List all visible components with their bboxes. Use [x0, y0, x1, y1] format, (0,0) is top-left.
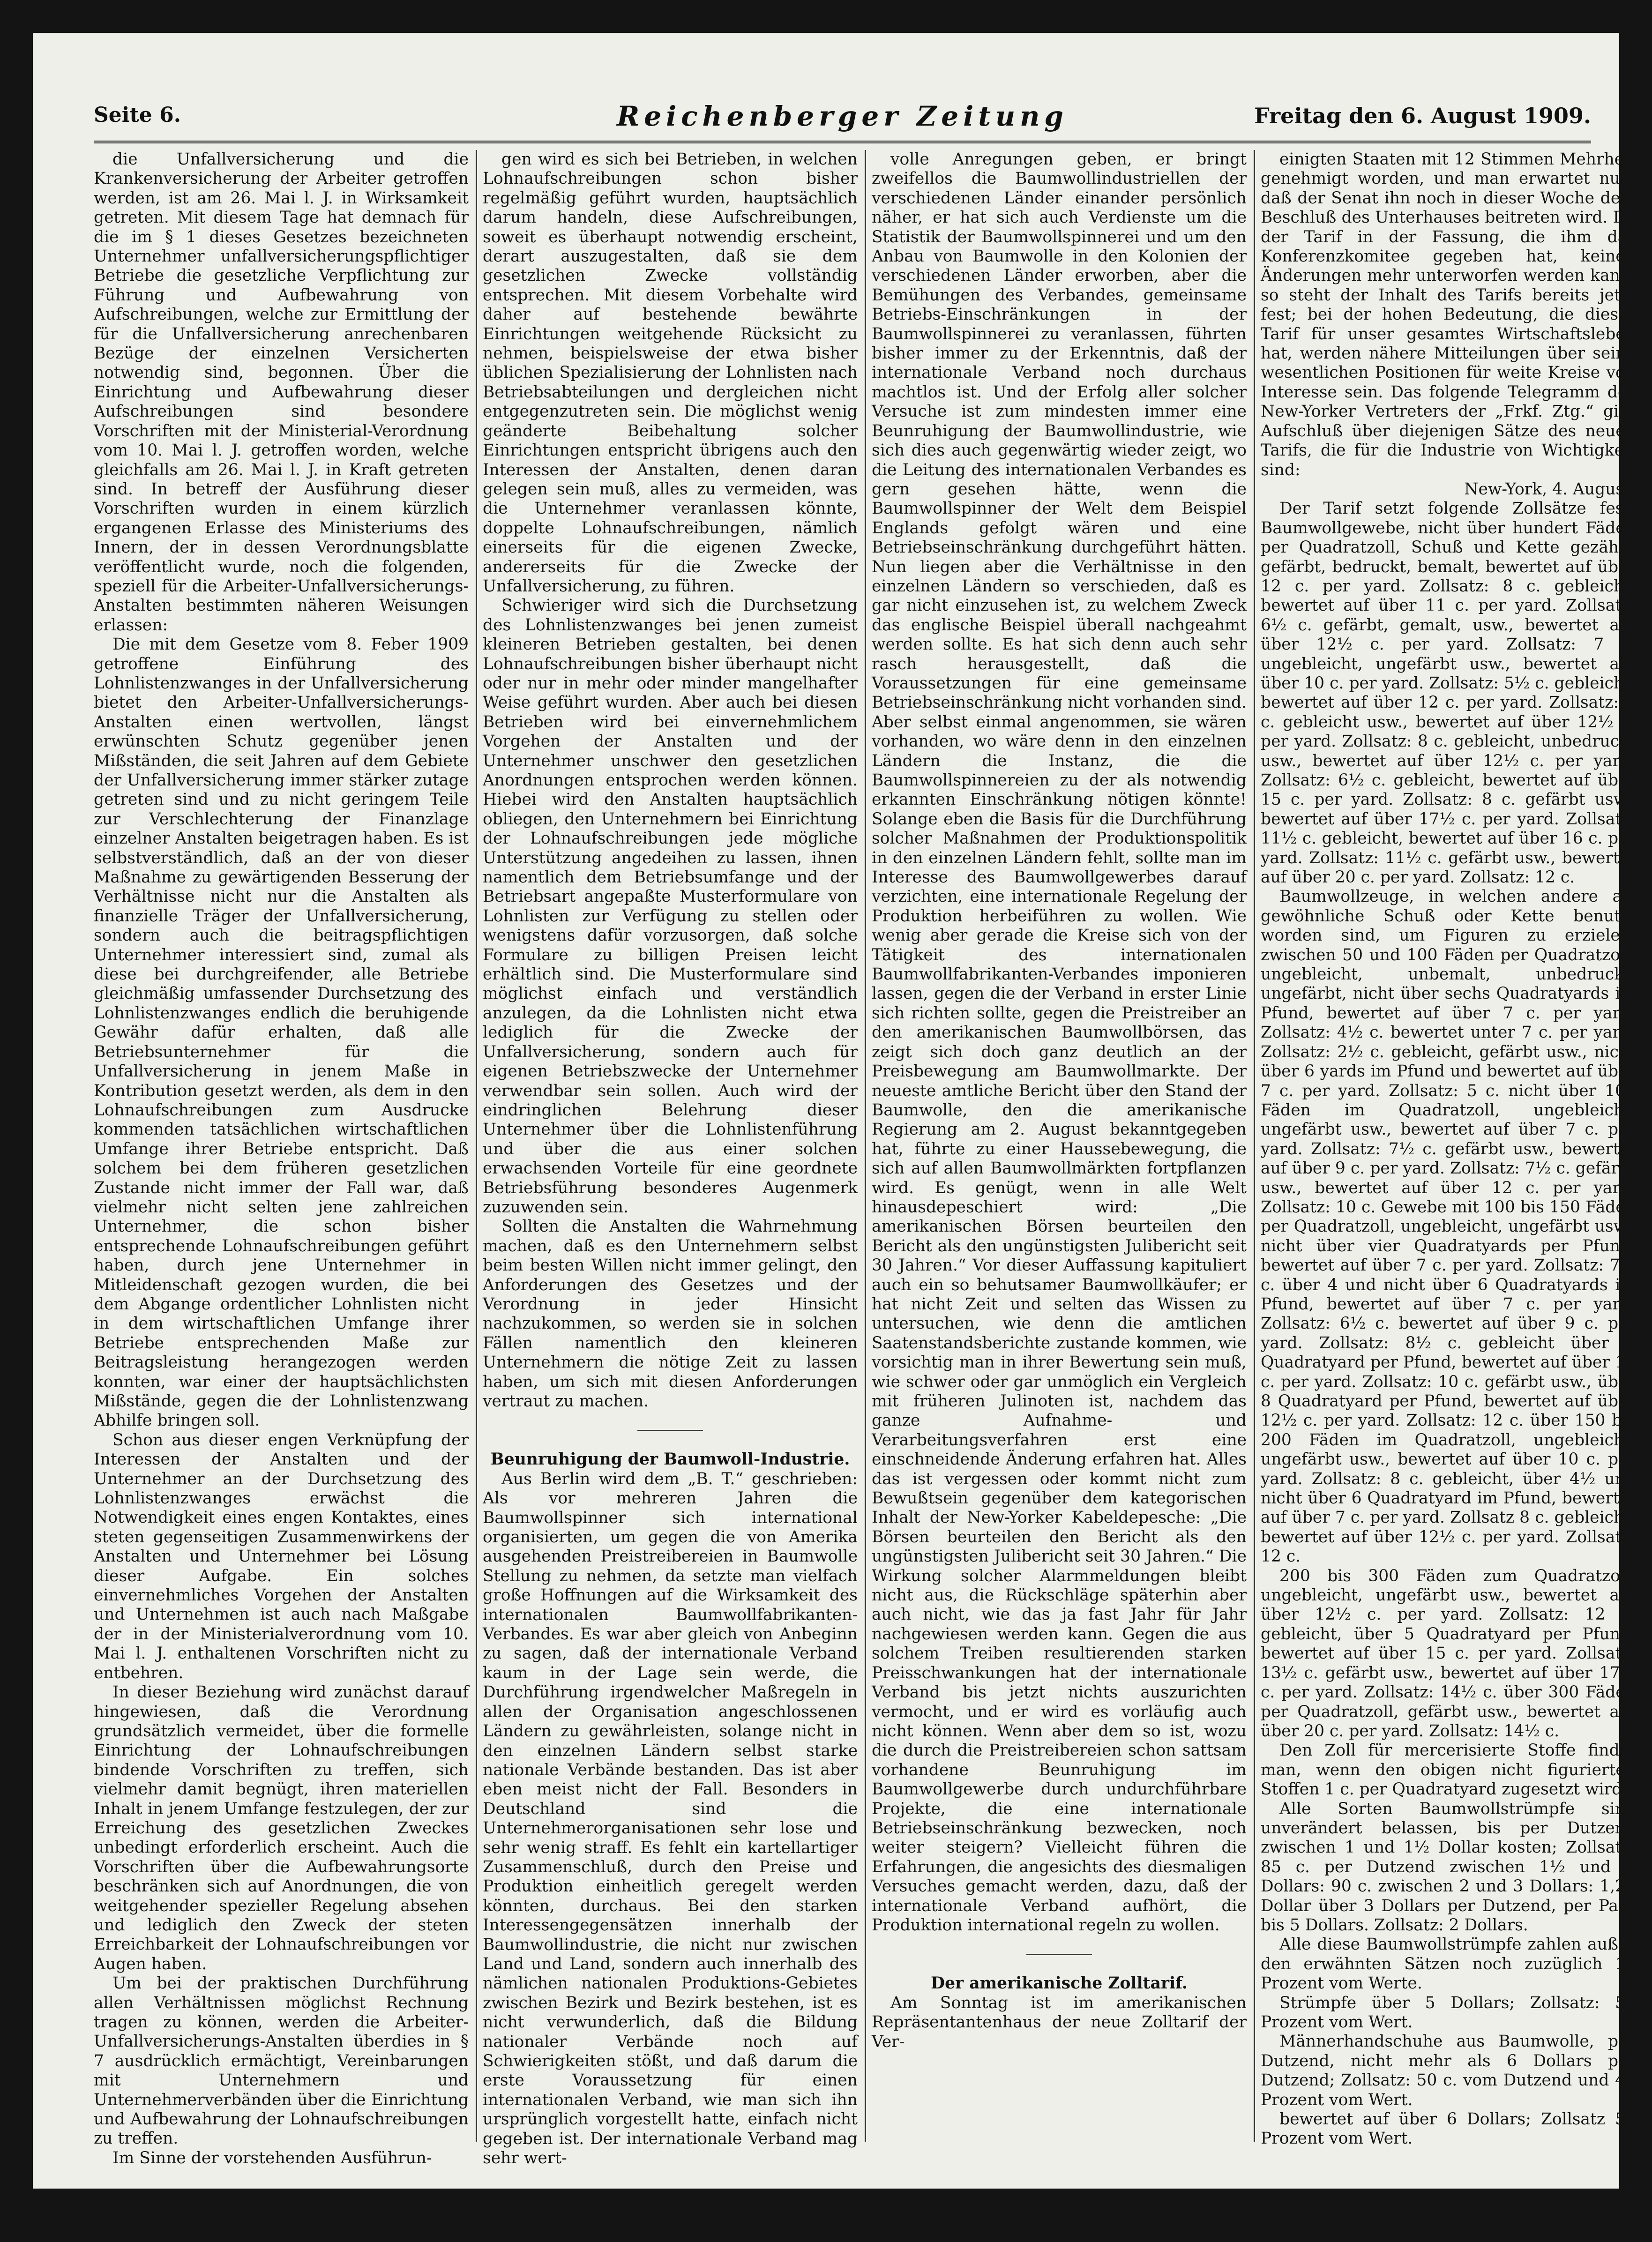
column-4 [1261, 150, 1636, 2148]
paragraph: Schon aus dieser engen Verknüpfung der Interessen der Anstalten und der Unternehmer an der Durchsetzung des Lohnlistenzwanges erwächst die Notwendigkeit eines engen Kontaktes, eines steten gegenseitigen Zusammenwirkens der Anstalten und Unternehmer bei Lösung dieser Aufgabe. Ein solches einvernehmliches Vorgehen der Anstalten und Unternehmen ist auch nach Maßgabe der in der Ministerialverordnung vom 10. Mai l. J. enthaltenen Vorschriften nicht zu entbehren. [94, 1430, 469, 1682]
paragraph: Schwieriger wird sich die Durchsetzung des Lohnlistenzwanges bei jenen zumeist kleineren Betrieben gestalten, bei denen Lohnaufschreibungen bisher überhaupt nicht oder nur in mehr oder minder mangelhafter Weise geführt wurden. Aber auch bei diesen Betrieben wird bei einvernehmlichem Vorgehen der Anstalten und der Unternehmer unschwer den gesetzlichen Anordnungen entsprochen werden können. Hiebei wird den Anstalten hauptsächlich obliegen, den Unternehmern bei Einrichtung der Lohnaufschreibungen jede mögliche Unterstützung angedeihen zu lassen, ihnen namentlich dem Betriebsumfange und der Betriebsart angepaßte Musterformulare von Lohnlisten zur Verfügung zu stellen oder wenigstens dafür vorzusorgen, daß solche Formulare zu billigen Preisen leicht erhältlich sind. Die Musterformulare sind möglichst einfach und verständlich anzulegen, da die Lohnlisten nicht etwa lediglich für die Zwecke der Unfallversicherung, sondern auch für eigenen Betriebszwecke der Unternehmer verwendbar sein sollen. Auch wird der eindringlichen Belehrung dieser Unternehmer über die Lohnlistenführung und über die aus einer solchen erwachsenden Vorteile für eine geordnete Betriebsführung besonderes Augenmerk zuzuwenden sein. [483, 596, 858, 1217]
column-rule [865, 150, 866, 2142]
section-divider [637, 1430, 703, 1431]
paragraph: Männerhandschuhe aus Baumwolle, per Dutzend, nicht mehr als 6 Dollars per Dutzend; Zollsatz: 50 c. vom Dutzend und 45 Prozent vom Wert. [1261, 2032, 1636, 2109]
paragraph: Den Zoll für mercerisierte Stoffe findet man, wenn den obigen nicht figurierten Stoffen 1 c. per Quadratyard zugesetzt wird. [1261, 1741, 1636, 1799]
column-1 [94, 150, 469, 2167]
section-title: Der amerikanische Zolltarif. [931, 1974, 1188, 1993]
paragraph: 200 bis 300 Fäden zum Quadratzoll, ungebleicht, ungefärbt usw., bewertet auf über 12½ c. per yard. Zollsatz: 12 c. gebleicht, über 5 Quadratyard per Pfund, bewertet auf über 15 c. per yard. Zollsatz: 13½ c. gefärbt usw., bewertet auf über 17½ c. per yard. Zollsatz: 14½ c. über 300 Fäden per Quadratzoll, gefärbt usw., bewertet auf über 20 c. per yard. Zollsatz: 14½ c. [1261, 1566, 1636, 1741]
paragraph: Baumwollzeuge, in welchen andere als gewöhnliche Schuß oder Kette benutzt worden sind, um Figuren zu erzielen, zwischen 50 und 100 Fäden per Quadratzoll, ungebleicht, unbemalt, unbedruckt, ungefärbt, nicht über sechs Quadratyards im Pfund, bewertet auf über 7 c. per yard. Zollsatz: 4½ c. bewertet unter 7 c. per yard. Zollsatz: 2½ c. gebleicht, gefärbt usw., nicht über 6 yards im Pfund und bewertet auf über 7 c. per yard. Zollsatz: 5 c. nicht über 100 Fäden im Quadratzoll, ungebleicht, ungefärbt usw., bewertet auf über 7 c. per yard. Zollsatz: 7½ c. gefärbt usw., bewertet auf über 9 c. per yard. Zollsatz: 7½ c. gefärbt usw., bewertet auf über 12 c. per yard. Zollsatz: 10 c. Gewebe mit 100 bis 150 Fäden per Quadratzoll, ungebleicht, ungefärbt usw., nicht über vier Quadratyards per Pfund, bewertet auf über 7 c. per yard. Zollsatz: 7½ c. über 4 und nicht über 6 Quadratyards im Pfund, bewertet auf über 7 c. per yard. Zollsatz: 6½ c. bewertet auf über 9 c. per yard. Zollsatz: 8½ c. gebleicht über 8 Quadratyard per Pfund, bewertet auf über 11 c. per yard. Zollsatz: 10 c. gefärbt usw., über 8 Quadratyard per Pfund, bewertet auf über 12½ c. per yard. Zollsatz: 12 c. über 150 bis 200 Fäden im Quadratzoll, ungebleicht, ungefärbt usw., bewertet auf über 10 c. per yard. Zollsatz: 8 c. gebleicht, über 4½ und nicht über 6 Quadratyard im Pfund, bewertet auf über 7 c. per yard. Zollsatz 8 c. gebleicht, bewertet auf über 12½ c. per yard. Zollsatz: 12 c. [1261, 887, 1636, 1566]
issue-date: Freitag den 6. August 1909. [1254, 103, 1591, 128]
column-rule [476, 150, 477, 2142]
page-number: Seite 6. [94, 103, 181, 127]
column-2 [483, 150, 858, 2168]
masthead: Reichenberger Zeitung [617, 100, 1068, 132]
section-title: Beunruhigung der Baumwoll-Industrie. [490, 1450, 850, 1469]
page-header [94, 84, 1591, 143]
column-3 [872, 150, 1247, 2142]
paragraph: Die mit dem Gesetze vom 8. Feber 1909 getroffene Einführung des Lohnlistenzwanges in der Unfallversicherung bietet den Arbeiter-Unfallversicherungs-Anstalten einen wertvollen, längst erwünschten Schutz gegenüber jenen Mißständen, die seit Jahren auf dem Gebiete der Unfallversicherung immer stärker zutage getreten sind und zu nicht geringem Teile zur Verschlechterung der Finanzlage einzelner Anstalten beigetragen haben. Es ist selbstverständlich, daß an der von dieser Maßnahme zu gewärtigenden Besserung der Verhältnisse nicht nur die Anstalten als finanzielle Träger der Unfallversicherung, sondern auch die beitragspflichtigen Unternehmer interessiert sind, zumal als diese bei durchgreifender, alle Betriebe gleichmäßig umfassender Durchsetzung des Lohnlistenzwanges endlich die beruhigende Gewähr dafür erhalten, daß alle Betriebsunternehmer für die Unfallversicherung in jenem Maße in Kontribution gesetzt werden, als dem in den Lohnaufschreibungen zum Ausdrucke kommenden tatsächlichen wirtschaftlichen Umfange ihrer Betriebe entspricht. Daß solchem bei dem früheren gesetzlichen Zustande nicht immer der Fall war, daß vielmehr nicht selten jene zahlreichen Unternehmer, die schon bisher entsprechende Lohnaufschreibungen geführt haben, durch jene Unternehmer in Mitleidenschaft gezogen wurden, die bei dem Abgange ordentlicher Lohnlisten nicht in dem wirtschaftlichen Umfange ihrer Betriebe entsprechenden Maße zur Beitragsleistung herangezogen werden konnten, war einer der hauptsächlichsten Mißstände, gegen die der Lohnlistenzwang Abhilfe bringen soll. [94, 635, 469, 1430]
section-divider [1026, 1954, 1092, 1955]
dateline: New-York, 4. August. [1464, 479, 1636, 499]
paragraph: bewertet auf über 6 Dollars; Zollsatz 50 Prozent vom Wert. [1261, 2110, 1636, 2148]
paragraph: einigten Staaten mit 12 Stimmen Mehrheit genehmigt worden, und man erwartet nun, daß der Senat ihn noch in dieser Woche dem Beschluß des Unterhauses beitreten wird. Da der Tarif in der Fassung, die ihm das Konferenzkomitee gegeben hat, keinen Änderungen mehr unterworfen werden kann, so steht der Inhalt des Tarifs bereits jetzt fest; bei der hohen Bedeutung, die dieser Tarif für unser gesamtes Wirtschaftsleben hat, werden nähere Mitteilungen über seine wesentlichen Positionen für weite Kreise von Interesse sein. Das folgende Telegramm des New-Yorker Vertreters der „Frkf. Ztg.“ gibt Aufschluß über diejenigen Sätze des neuen Tarifs, die für die Industrie von Wichtigkeit sind: [1261, 150, 1636, 479]
paragraph: Im Sinne der vorstehenden Ausführun- [112, 2148, 432, 2167]
paragraph: gen wird es sich bei Betrieben, in welchen Lohnaufschreibungen schon bisher regelmäßig geführt wurden, hauptsächlich darum handeln, diese Aufschreibungen, soweit es überhaupt notwendig erscheint, derart auszugestalten, daß sie dem gesetzlichen Zwecke vollständig entsprechen. Mit diesem Vorbehalte wird daher auf bestehende bewährte Einrichtungen weitgehende Rücksicht zu nehmen, beispielsweise der etwa bisher üblichen Spezialisierung der Lohnlisten nach Betriebsabteilungen und dergleichen nicht entgegenzutreten sein. Die möglichst wenig geänderte Beibehaltung solcher Einrichtungen entspricht übrigens auch den Interessen der Anstalten, denen daran gelegen sein muß, alles zu vermeiden, was die Unternehmer veranlassen könnte, doppelte Lohnaufschreibungen, nämlich einerseits für die eigenen Zwecke, andererseits für die Zwecke der Unfallversicherung, zu führen. [483, 150, 858, 596]
paragraph: Aus Berlin wird dem „B. T.“ geschrieben: Als vor mehreren Jahren die Baumwollspinner sich international organisierten, um gegen die von Amerika ausgehenden Preistreibereien in Baumwolle Stellung zu nehmen, da setzte man vielfach große Hoffnungen auf die Wirksamkeit des internationalen Baumwollfabrikanten-Verbandes. Es war aber gleich von Anbeginn zu sagen, daß der internationale Verband kaum in der Lage sein werde, die Durchführung irgendwelcher Maßregeln in allen der Organisation angeschlossenen Ländern zu gewährleisten, solange nicht in den einzelnen Ländern selbst starke nationale Verbände bestanden. Das ist aber eben meist nicht der Fall. Besonders in Deutschland sind die Unternehmerorganisationen sehr lose und sehr wenig straff. Es fehlt ein kartellartiger Zusammenschluß, durch den Preise und Produktion einheitlich geregelt werden könnten, durchaus. Bei den starken Interessengegensätzen innerhalb der Baumwollindustrie, die nicht nur zwischen Land und Land, sondern auch innerhalb des nämlichen nationalen Produktions-Gebietes zwischen Bezirk und Bezirk bestehen, ist es nicht verwunderlich, daß die Bildung nationaler Verbände noch auf Schwierigkeiten stößt, und daß darum die erste Voraussetzung für einen internationalen Verband, wie man sich ihn ursprünglich vorgestellt hatte, einfach nicht gegeben ist. Der internationale Verband mag sehr wert- [483, 1469, 858, 2168]
paragraph: volle Anregungen geben, er bringt zweifellos die Baumwollindustriellen der verschiedenen Länder einander persönlich näher, er hat sich auch Verdienste um die Statistik der Baumwollspinnerei und um den Anbau von Baumwolle in den Kolonien der verschiedenen Länder erworben, aber die Bemühungen des Verbandes, gemeinsame Betriebs-Einschränkungen in der Baumwollspinnerei zu veranlassen, führten bisher immer zu der Erkenntnis, daß der internationale Verband noch durchaus machtlos ist. Und der Erfolg aller solcher Versuche ist zum mindesten immer eine Beunruhigung der Baumwollindustrie, wie sich dies auch gegenwärtig wieder zeigt, wo die Leitung des internationalen Verbandes es gern gesehen hätte, wenn die Baumwollspinner der Welt dem Beispiel Englands gefolgt wären und eine Betriebseinschränkung durchgeführt hätten. Nun liegen aber die Verhältnisse in den einzelnen Ländern so verschieden, daß es gar nicht einzusehen ist, zu welchem Zweck das englische Beispiel überall nachgeahmt werden sollte. Es hat sich denn auch sehr rasch herausgestellt, daß die Voraussetzungen für eine gemeinsame Betriebseinschränkung nicht vorhanden sind. Aber selbst einmal angenommen, sie wären vorhanden, wo wäre denn in den einzelnen Ländern die Instanz, die die Baumwollspinnereien zu der als notwendig erkannten Einschränkung nötigen könnte! Solange eben die Basis für die Durchführung solcher Maßnahmen der Produktionspolitik in den einzelnen Ländern fehlt, sollte man im Interesse des Baumwollgewerbes darauf verzichten, eine internationale Regelung der Produktion herbeiführen zu wollen. Wie wenig aber gerade die Kreise sich von der Tätigkeit des internationalen Baumwollfabrikanten-Verbandes imponieren lassen, gegen die der Verband in erster Linie sich richten sollte, gegen die Preistreiber an den amerikanischen Baumwollbörsen, das zeigt sich doch ganz deutlich an der Preisbewegung am Baumwollmarkte. Der neueste amtliche Bericht über den Stand der Baumwolle, den die amerikanische Regierung am 2. August bekanntgegeben hat, führte zu einer Haussebewegung, die sich auf allen Baumwollmärkten fortpflanzen wird. Es genügt, wenn in alle Welt hinausdepeschiert wird: „Die amerikanischen Börsen beurteilen den Bericht als den ungünstigsten Julibericht seit 30 Jahren.“ Vor dieser Auffassung kapituliert auch ein so behutsamer Baumwollkäufer; er hat nicht Zeit und selten das Wissen zu untersuchen, wie denn die amtlichen Saatenstandsberichte zustande kommen, wie vorsichtig man in ihrer Bewertung sein muß, wie schwer oder gar unmöglich ein Vergleich mit früheren Julinoten ist, nachdem das ganze Aufnahme- und Verarbeitungsverfahren erst eine einschneidende Änderung erfahren hat. Alles das ist vergessen oder kommt nicht zum Bewußtsein gegenüber dem kategorischen Inhalt der New-Yorker Kabeldepesche: „Die Börsen beurteilen den Bericht als den ungünstigsten Julibericht seit 30 Jahren.“ Die Wirkung solcher Alarmmeldungen bleibt nicht aus, die Rückschläge späterhin aber auch nicht, wie das ja fast Jahr für Jahr nachgewiesen werden kann. Gegen die aus solchem Treiben resultierenden starken Preisschwankungen hat der internationale Verband bis jetzt nichts auszurichten vermocht, und er wird es vorläufig auch nicht können. Wenn aber dem so ist, wozu die durch die Preistreibereien schon sattsam vorhandene Beunruhigung im Baumwollgewerbe durch undurchführbare Projekte, die eine internationale Betriebseinschränkung bezwecken, noch weiter steigern? Vielleicht führen die Erfahrungen, die angesichts des diesmaligen Versuches gemacht werden, dazu, daß der internationale Verband aufhört, die Produktion international regeln zu wollen. [872, 150, 1247, 1935]
paragraph: Um bei der praktischen Durchführung allen Verhältnissen möglichst Rechnung tragen zu können, werden die Arbeiter-Unfallversicherungs-Anstalten überdies in § 7 ausdrücklich ermächtigt, Vereinbarungen mit Unternehmern und Unternehmerverbänden über die Einrichtung und Aufbewahrung der Lohnaufschreibungen zu treffen. [94, 1974, 469, 2148]
paragraph: Am Sonntag ist im amerikanischen Repräsentantenhaus der neue Zolltarif der Ver- [872, 1993, 1247, 2051]
paragraph: Strümpfe über 5 Dollars; Zollsatz: 55 Prozent vom Wert. [1261, 1993, 1636, 2032]
paragraph: Alle Sorten Baumwollstrümpfe sind unverändert belassen, bis per Dutzend zwischen 1 und 1½ Dollar kosten; Zollsatz: 85 c. per Dutzend zwischen 1½ und 2 Dollars: 90 c. zwischen 2 und 3 Dollars: 1,20 Dollar über 3 Dollars per Dutzend, per Paar bis 5 Dollars. Zollsatz: 2 Dollars. [1261, 1799, 1636, 1935]
column-rule [1254, 150, 1255, 2142]
paragraph: Sollten die Anstalten die Wahrnehmung machen, daß es den Unternehmern selbst beim besten Willen nicht immer gelingt, den Anforderungen des Gesetzes und der Verordnung in jeder Hinsicht nachzukommen, so werden sie in solchen Fällen namentlich den kleineren Unternehmern die nötige Zeit zu lassen haben, um sich mit diesen Anforderungen vertraut zu machen. [483, 1217, 858, 1411]
paragraph: Der Tarif setzt folgende Zollsätze fest: Baumwollgewebe, nicht über hundert Fäden per Quadratzoll, Schuß und Kette gezählt, gefärbt, bedruckt, bemalt, bewertet auf über 12 c. per yard. Zollsatz: 8 c. gebleicht, bewertet auf über 11 c. per yard. Zollsatz: 6½ c. gefärbt, gemalt, usw., bewertet auf über 12½ c. per yard. Zollsatz: 7 c. ungebleicht, ungefärbt usw., bewertet auf über 10 c. per yard. Zollsatz: 5½ c. gebleicht, bewertet auf über 12 c. per yard. Zollsatz: 8 c. gebleicht usw., bewertet auf über 12½ c. per yard. Zollsatz: 8 c. gebleicht, unbedruckt usw., bewertet auf über 12½ c. per yard. Zollsatz: 6½ c. gebleicht, bewertet auf über 15 c. per yard. Zollsatz: 8 c. gefärbt usw., bewertet auf über 17½ c. per yard. Zollsatz: 11½ c. gebleicht, bewertet auf über 16 c. per yard. Zollsatz: 11½ c. gefärbt usw., bewertet auf über 20 c. per yard. Zollsatz: 12 c. [1261, 499, 1636, 887]
paragraph: die Unfallversicherung und die Krankenversicherung der Arbeiter getroffen werden, ist am 26. Mai l. J. in Wirksamkeit getreten. Mit diesem Tage hat demnach für die im § 1 dieses Gesetzes bezeichneten Unternehmer unfallversicherungspflichtiger Betriebe die gesetzliche Verpflichtung zur Führung und Aufbewahrung von Aufschreibungen, welche zur Ermittlung der für die Unfallversicherung anrechenbaren Bezüge der einzelnen Versicherten notwendig sind, begonnen. Über die Einrichtung und Aufbewahrung dieser Aufschreibungen sind besondere Vorschriften mit der Ministerial-Verordnung vom 10. Mai l. J. getroffen worden, welche gleichfalls am 26. Mai l. J. in Kraft getreten sind. In betreff der Ausführung dieser Vorschriften wurden in einem kürzlich ergangenen Erlasse des Ministeriums des Innern, der in dessen Verordnungsblatte veröffentlicht wurde, noch die folgenden, speziell für die Arbeiter-Unfallversicherungs-Anstalten bestimmten näheren Weisungen erlassen: [94, 150, 469, 635]
paragraph: Alle diese Baumwollstrümpfe zahlen außer den erwähnten Sätzen noch zuzüglich 15 Prozent vom Werte. [1261, 1935, 1636, 1993]
paragraph: In dieser Beziehung wird zunächst darauf hingewiesen, daß die Verordnung grundsätzlich vermeidet, über die formelle Einrichtung der Lohnaufschreibungen bindende Vorschriften zu treffen, sich vielmehr damit begnügt, ihren materiellen Inhalt in jenem Umfange festzulegen, der zur Erreichung des gesetzlichen Zweckes unbedingt erforderlich erscheint. Auch die Vorschriften über die Aufbewahrungsorte beschränken sich auf Anordnungen, die von weitgehender spezieller Regelung absehen und lediglich den Zweck der steten Erreichbarkeit der Lohnaufschreibungen vor Augen haben. [94, 1683, 469, 1973]
